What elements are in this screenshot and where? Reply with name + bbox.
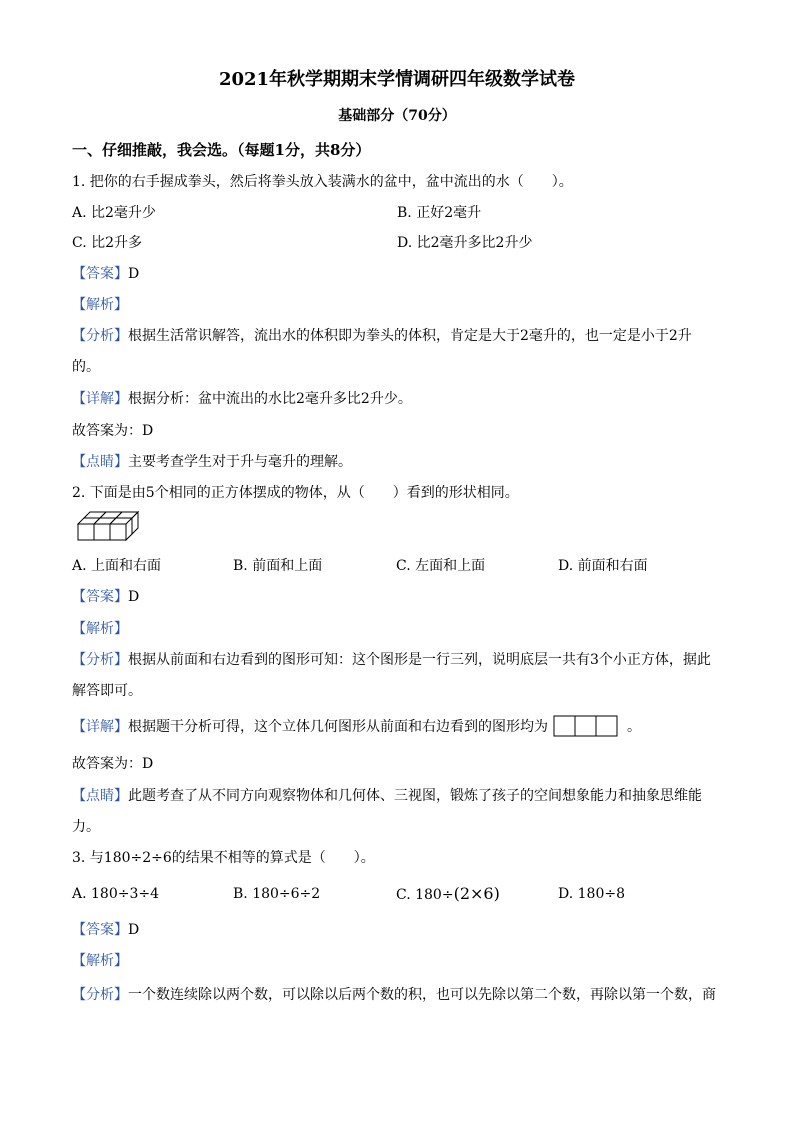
q1-option-c: C. 比2升多 <box>72 235 143 251</box>
q2-xiangjie-end: 。 <box>627 719 641 735</box>
q2-answer <box>72 587 139 607</box>
q3-answer <box>72 920 139 940</box>
q1-dianjing <box>72 452 352 472</box>
q2-option-c: C. 左面和上面 <box>396 558 486 574</box>
fenxi-text: 根据从前面和右边看到的图形可知：这个图形是一行三列，说明底层一共有3个小正方体，据此 <box>128 652 711 668</box>
q1-stem: 1. 把你的右手握成拳头，然后将拳头放入装满水的盆中，盆中流出的水（ ）。 <box>72 174 573 190</box>
fenxi-tag: 【分析】 <box>72 987 128 1003</box>
q1-analysis-tag: 【解析】 <box>72 297 128 313</box>
dianjing-text: 此题考查了从不同方向观察物体和几何体、三视图，锻炼了孩子的空间想象能力和抽象思维能 <box>128 788 702 804</box>
xiangjie-tag: 【详解】 <box>72 391 128 407</box>
q3-analysis-tag: 【解析】 <box>72 953 128 969</box>
q1-option-b: B. 正好2毫升 <box>397 205 482 221</box>
q2-dianjing <box>72 786 702 806</box>
q3-option-a: A. 180÷3÷4 <box>72 886 160 902</box>
option-c-prefix: C. 180÷ <box>396 887 454 903</box>
xiangjie-tag: 【详解】 <box>72 719 128 735</box>
dianjing-text: 主要考查学生对于升与毫升的理解。 <box>128 454 352 470</box>
q1-option-d: D. 比2毫升多比2升少 <box>397 235 533 251</box>
cube-figure <box>76 510 146 546</box>
q1-fenxi <box>72 326 692 346</box>
page-title: 2021年秋学期期末学情调研四年级数学试卷 <box>218 69 576 90</box>
q2-dianjing-line2: 力。 <box>72 819 100 835</box>
q2-fenxi <box>72 650 711 670</box>
answer-value: D <box>128 589 140 605</box>
dianjing-tag: 【点睛】 <box>72 788 128 804</box>
fenxi-text: 根据生活常识解答，流出水的体积即为拳头的体积，肯定是大于2毫升的，也一定是小于2升 <box>128 328 692 344</box>
answer-tag: 【答案】 <box>72 922 128 938</box>
fenxi-tag: 【分析】 <box>72 652 128 668</box>
q2-fenxi-line2: 解答即可。 <box>72 683 142 699</box>
answer-tag: 【答案】 <box>72 266 128 282</box>
answer-tag: 【答案】 <box>72 589 128 605</box>
section-heading: 一、仔细推敲，我会选。（每题1分，共8分） <box>72 141 371 159</box>
q3-option-b: B. 180÷6÷2 <box>233 886 321 902</box>
q3-option-c <box>396 884 500 905</box>
option-c-paren: (2×6) <box>453 884 500 903</box>
q1-final-answer: 故答案为：D <box>72 423 154 439</box>
q1-xiangjie <box>72 389 412 409</box>
q2-option-b: B. 前面和上面 <box>233 558 323 574</box>
q2-analysis-tag: 【解析】 <box>72 621 128 637</box>
page-subtitle: 基础部分（70分） <box>338 108 456 124</box>
three-squares-figure <box>553 715 619 737</box>
q3-stem: 3. 与180÷2÷6的结果不相等的算式是（ ）。 <box>72 850 375 866</box>
xiangjie-text: 根据题干分析可得，这个立体几何图形从前面和右边看到的图形均为 <box>128 719 548 735</box>
q2-final-answer: 故答案为：D <box>72 756 154 772</box>
q1-fenxi-line2: 的。 <box>72 359 100 375</box>
xiangjie-text: 根据分析：盆中流出的水比2毫升多比2升少。 <box>128 391 412 407</box>
q1-option-a: A. 比2毫升少 <box>72 205 156 221</box>
q2-xiangjie <box>72 717 548 737</box>
answer-value: D <box>128 922 140 938</box>
fenxi-text: 一个数连续除以两个数，可以除以后两个数的积，也可以先除以第二个数，再除以第一个数，商 <box>128 987 716 1003</box>
q2-stem: 2. 下面是由5个相同的正方体摆成的物体，从（ ）看到的形状相同。 <box>72 485 519 501</box>
answer-value: D <box>128 266 140 282</box>
q2-option-a: A. 上面和右面 <box>72 558 162 574</box>
dianjing-tag: 【点睛】 <box>72 454 128 470</box>
q3-fenxi <box>72 985 716 1005</box>
q3-option-d: D. 180÷8 <box>558 886 625 902</box>
fenxi-tag: 【分析】 <box>72 328 128 344</box>
q2-option-d: D. 前面和右面 <box>558 558 648 574</box>
q1-answer <box>72 264 139 284</box>
